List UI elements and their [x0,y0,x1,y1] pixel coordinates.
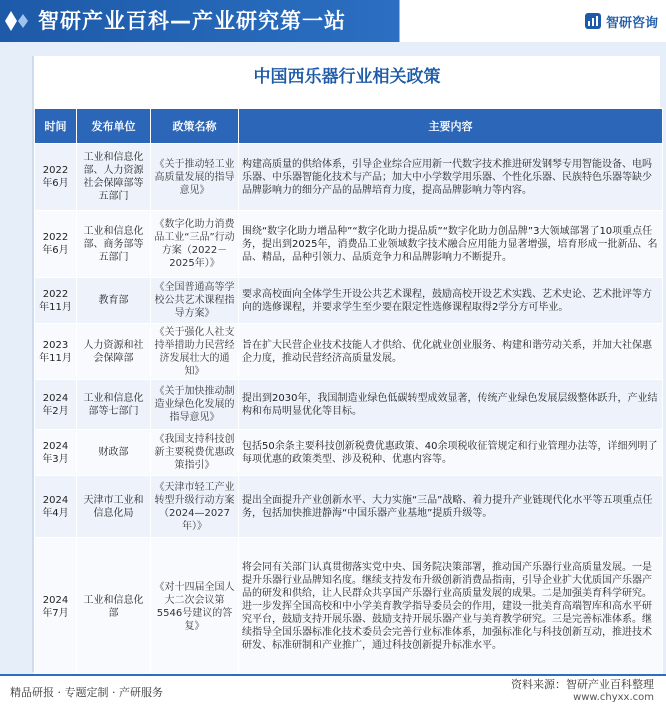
cell-time: 2022年6月 [35,144,77,211]
cell-time: 2024年4月 [35,476,77,538]
logo-icon [584,12,602,30]
header-title: 智研产业百科—产业研究第一站 [38,9,346,33]
cell-time: 2024年3月 [35,430,77,476]
cell-unit: 财政部 [77,430,151,476]
cell-policy-name: 《对十四届全国人大二次会议第5546号建议的答复》 [151,538,239,676]
brand-logo[interactable] [584,10,658,32]
cell-content: 构建高质量的供给体系，引导企业综合应用新一代数字技术推进研发钢琴专用智能设备、电吗乐器、中乐器智能化技术与产品；加大中小学数学用乐器、个性化乐器、民族特色乐器等缺少品牌影响力的细分产品的品牌培育力度，提高品牌影响力等内容。 [239,144,663,211]
cell-policy-name: 《天津市轻工产业转型升级行动方案（2024—2027年）》 [151,476,239,538]
cell-policy-name: 《全国普通高等学校公共艺术课程指导方案》 [151,278,239,324]
footer-services: 精品研报 · 专题定制 · 产研服务 [10,686,163,699]
cell-unit: 天津市工业和信息化局 [77,476,151,538]
table-row [35,476,663,538]
table-header-row [35,109,663,144]
cell-policy-name: 《我国支持科技创新主要税费优惠政策指引》 [151,430,239,476]
cell-unit: 人力资源和社会保障部 [77,324,151,380]
table-row [35,538,663,676]
cell-unit: 工业和信息化部等七部门 [77,380,151,430]
cell-policy-name: 《关于推动轻工业高质量发展的指导意见》 [151,144,239,211]
cell-time: 2024年7月 [35,538,77,676]
diamond-icon [4,10,32,32]
cell-time: 2024年2月 [35,380,77,430]
column-header-name: 政策名称 [151,109,239,144]
cell-unit: 教育部 [77,278,151,324]
cell-policy-name: 《关于强化人社支持举措助力民营经济发展壮大的通知》 [151,324,239,380]
cell-unit: 工业和信息化部 [77,538,151,676]
cell-content: 围绕“数字化助力增品种”“数字化助力提品质”“数字化助力创品牌”3大领域部署了10项重点任务，提出到2025年，消费品工业领域数字技术融合应用能力显著增强，培育形成一批新品、名品、精品，品种引领力、品质竞争力和品牌影响力不断提升。 [239,211,663,278]
table-row [35,278,663,324]
column-header-time: 时间 [35,109,77,144]
cell-unit: 工业和信息化部、商务部等五部门 [77,211,151,278]
page-header [0,0,666,42]
cell-policy-name: 《数字化助力消费品工业“三品”行动方案（2022－2025年）》 [151,211,239,278]
table-row [35,211,663,278]
table-row [35,430,663,476]
footer-url[interactable]: www.chyxx.com [573,692,654,703]
cell-time: 2023年11月 [35,324,77,380]
cell-content: 提出到2030年，我国制造业绿色低碳转型成效显著，传统产业绿色发展层级整体跃升，产业结构和布局明显优化等目标。 [239,380,663,430]
table-row [35,380,663,430]
cell-time: 2022年11月 [35,278,77,324]
table-row [35,324,663,380]
footer-source: 资料来源：智研产业百科整理 [511,678,654,691]
cell-unit: 工业和信息化部、人力资源社会保障部等五部门 [77,144,151,211]
page-title: 中国西乐器行业相关政策 [253,67,441,87]
cell-time: 2022年6月 [35,211,77,278]
policy-table [34,108,663,676]
cell-content: 提出全面提升产业创新水平、大力实施“三品”战略、着力提升产业链现代化水平等五项重点任务，包括加快推进静海“中国乐器产业基地”提质升级等。 [239,476,663,538]
cell-policy-name: 《关于加快推动制造业绿色化发展的指导意见》 [151,380,239,430]
column-header-content: 主要内容 [239,109,663,144]
cell-content: 将会同有关部门认真贯彻落实党中央、国务院决策部署，推动国产乐器行业高质量发展。一是提升乐器行业品牌知名度。继续支持发布升级创新消费品指南，引导企业扩大优质国产乐器产品的研发和供给，让人民群众共享国产乐器行业高质量发展的成果。二是加强美育科学研究。进一步发挥全国高校和中小学美育教学指导委员会的作用，建设一批美育高端智库和高水平研究平台，鼓励支持开展乐器、鼓励支持开展乐器产业与美育教学研究。三是完善标准体系。继续指导全国乐器标准化技术委员会完善行业标准体系，加强标准化与科技创新互动，推进技术研发、标准研制和产业推广，通过科技创新提升标准水平。 [239,538,663,676]
logo-text: 智研咨询 [605,15,658,31]
cell-content: 包括50余条主要科技创新税费优惠政策、40余项税收征管规定和行业管理办法等，详细列明了每项优惠的政策类型、涉及税种、优惠内容等。 [239,430,663,476]
cell-content: 旨在扩大民营企业技术技能人才供给、优化就业创业服务、构建和谐劳动关系，并加大社保惠企力度，推动民营经济高质量发展。 [239,324,663,380]
table-row [35,144,663,211]
cell-content: 要求高校面向全体学生开设公共艺术课程，鼓励高校开设艺术实践、艺术史论、艺术批评等方向的选修课程，并要求学生至少要在限定性选修课程取得2学分方可毕业。 [239,278,663,324]
column-header-unit: 发布单位 [77,109,151,144]
